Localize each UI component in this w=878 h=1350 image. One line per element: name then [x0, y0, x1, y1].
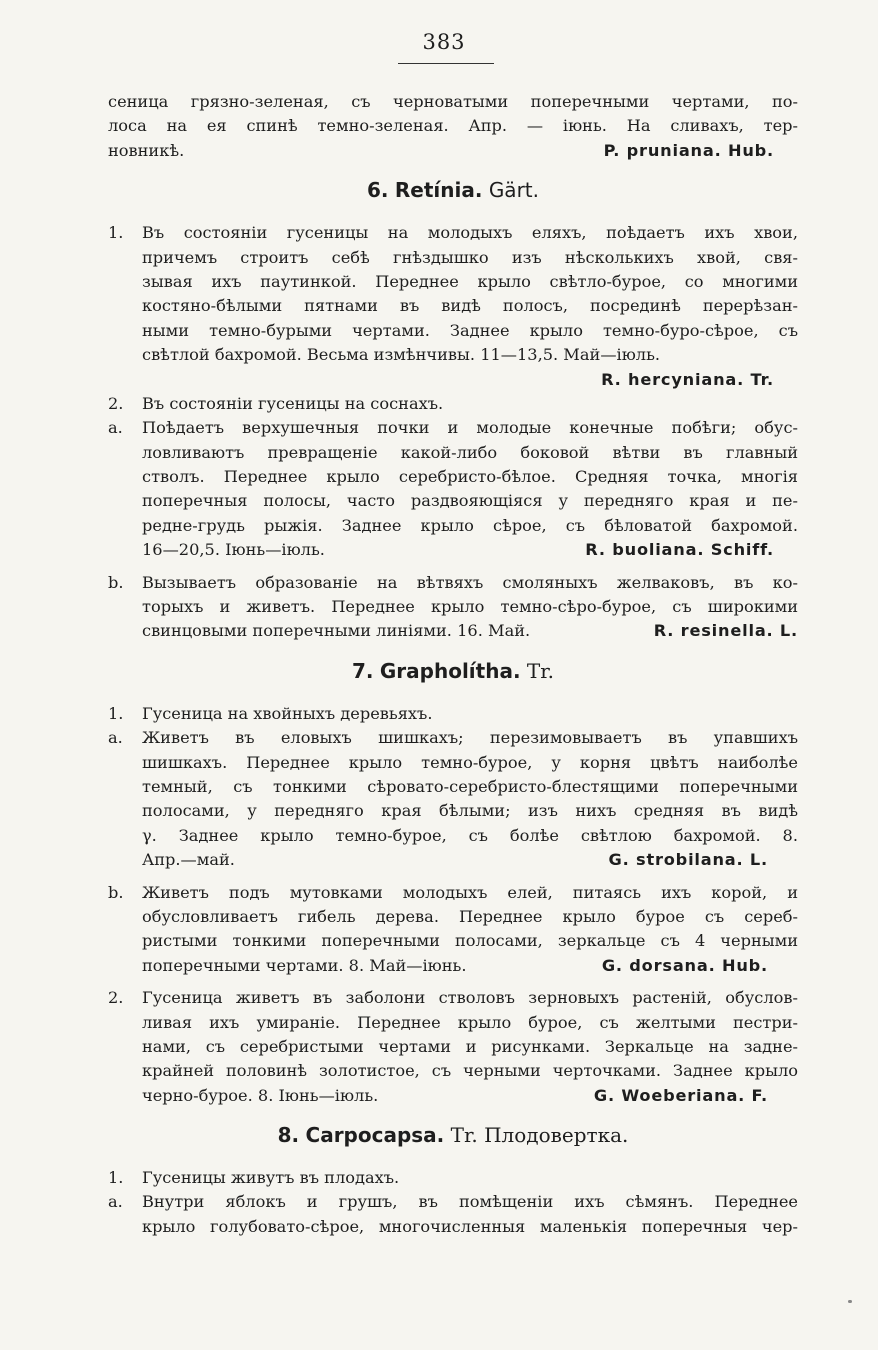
text-line: Живетъ подъ мутовками молодыхъ елей, питаясь ихъ корой, и	[142, 882, 798, 902]
key-item-6-2b	[108, 571, 798, 644]
text-line: Въ состояніи гусеницы на молодыхъ еляхъ, поѣдаетъ ихъ хвои,	[142, 223, 798, 243]
species-name: R. resinella. L.	[653, 621, 798, 641]
key-item-7-1	[108, 702, 798, 726]
species-name: G. dorsana. Hub.	[601, 955, 768, 975]
text-line: шишкахъ. Переднее крыло темно-бурое, у корня цвѣтъ наиболѣе	[142, 752, 798, 772]
text-line: крыло голубовато-сѣрое, многочисленныя маленькія поперечныя чер-	[142, 1216, 798, 1236]
text-line: костяно-бѣлыми пятнами въ видѣ полосъ, посрединѣ перерѣзан-	[142, 296, 798, 316]
item-marker: a.	[108, 1192, 123, 1212]
species-name: G. strobilana. L.	[608, 850, 768, 870]
genus-name: Retínia.	[394, 178, 483, 203]
text-line: поперечными чертами. 8. Май—іюнь.	[142, 955, 467, 975]
genus-name: Grapholítha.	[379, 658, 521, 683]
text-line: ными темно-бурыми чертами. Заднее крыло темно-буро-сѣрое, съ	[142, 320, 798, 340]
text-line: Внутри яблокъ и грушъ, въ помѣщеніи ихъ сѣмянъ. Переднее	[142, 1192, 798, 1212]
text-line: γ. Заднее крыло темно-бурое, съ болѣе свѣтлою бахромой. 8.	[142, 825, 798, 845]
text-line: свинцовыми поперечными линіями. 16. Май.	[142, 621, 531, 641]
species-name: R. hercyniana. Tr.	[601, 369, 774, 389]
text-line: новникѣ.	[108, 140, 185, 160]
section-heading-8	[108, 1112, 798, 1158]
text-line: торыхъ и живетъ. Переднее крыло темно-сѣро-бурое, съ широкими	[142, 597, 798, 617]
key-item-6-1	[108, 221, 798, 392]
item-last-line	[108, 1084, 798, 1108]
text-line: Въ состояніи гусеницы на соснахъ.	[142, 393, 444, 413]
species-name: G. Woeberiana. F.	[593, 1085, 768, 1105]
section-number: 8.	[277, 1123, 300, 1148]
text-line: Вызываетъ образованіе на вѣтвяхъ смоляныхъ желваковъ, въ ко-	[142, 572, 798, 592]
section-heading-7	[108, 648, 798, 694]
page-number: 383	[422, 30, 466, 54]
text-line: ловливаютъ превращеніе какой-либо боковой вѣтви въ главный	[142, 442, 798, 462]
text-line: ливая ихъ умираніе. Переднее крыло бурое, съ желтыми пестри-	[142, 1012, 798, 1032]
item-last-line	[108, 954, 798, 978]
text-line: ристыми тонкими поперечными полосами, зеркальце съ 4 черными	[142, 931, 798, 951]
page-body	[108, 90, 798, 1239]
item-marker: 1.	[108, 223, 124, 243]
species-name: R. buoliana. Schiff.	[585, 540, 774, 560]
text-line: полосами, у передняго края бѣлыми; изъ нихъ средняя въ видѣ	[142, 801, 798, 821]
text-line: нами, съ серебристыми чертами и рисунками. Зеркальце на задне-	[142, 1036, 798, 1056]
intro-paragraph	[108, 90, 798, 163]
text-line: Поѣдаетъ верхушечныя почки и молодые конечные побѣги; обус-	[142, 418, 798, 438]
key-item-8-1a	[108, 1190, 798, 1239]
item-marker: 1.	[108, 1168, 124, 1188]
text-line: стволъ. Переднее крыло серебристо-бѣлое. Средняя точка, многія	[142, 467, 798, 487]
item-marker: b.	[108, 882, 124, 902]
key-item-7-1b	[108, 881, 798, 979]
text-line: крайней половинѣ золотистое, съ черными черточками. Заднее крыло	[142, 1061, 798, 1081]
key-item-7-1a	[108, 726, 798, 872]
text-line: темный, съ тонкими сѣровато-серебристо-блестящими поперечными	[142, 776, 798, 796]
text-line: Гусеница живетъ въ заболони стволовъ зерновыхъ растеній, обуслов-	[142, 988, 798, 1008]
common-name: Плодовертка.	[484, 1123, 629, 1148]
item-marker: 2.	[108, 393, 124, 413]
text-line: поперечныя полосы, часто раздвояющіяся у передняго края и пе-	[142, 491, 798, 511]
item-marker: b.	[108, 572, 124, 592]
item-marker: a.	[108, 418, 123, 438]
item-marker: 2.	[108, 988, 124, 1008]
text-line: Живетъ въ еловыхъ шишкахъ; перезимовываетъ въ упавшихъ	[142, 728, 798, 748]
genus-author: Tr.	[526, 658, 554, 683]
section-heading-6	[108, 167, 798, 213]
scan-speck	[848, 1300, 852, 1303]
species-name: P. pruniana. Hub.	[603, 140, 774, 160]
key-item-8-1	[108, 1166, 798, 1190]
item-last-line	[108, 619, 798, 643]
text-line: лоса на ея спинѣ темно-зеленая. Апр. — іюнь. На сливахъ, тер-	[108, 116, 798, 136]
text-line: Апр.—май.	[142, 850, 235, 870]
text-line: причемъ строитъ себѣ гнѣздышко изъ нѣсколькихъ хвой, свя-	[142, 247, 798, 267]
text-line: свѣтлой бахромой. Весьма измѣнчивы. 11—13,5. Май—іюль.	[142, 345, 661, 365]
section-number: 6.	[367, 178, 389, 203]
text-line: черно-бурое. 8. Іюнь—іюль.	[142, 1085, 379, 1105]
key-item-7-2	[108, 986, 798, 1108]
item-marker: a.	[108, 728, 123, 748]
key-item-6-2a	[108, 416, 798, 562]
text-line: обусловливаетъ гибель дерева. Переднее крыло бурое съ сереб-	[142, 906, 798, 926]
intro-last-line	[108, 139, 798, 163]
text-line: редне-грудь рыжія. Заднее крыло сѣрое, съ бѣловатой бахромой.	[142, 515, 798, 535]
genus-author: Tr.	[450, 1123, 478, 1148]
text-line: Гусеница на хвойныхъ деревьяхъ.	[142, 703, 433, 723]
genus-author: Gärt.	[488, 178, 539, 203]
item-last-line	[108, 848, 798, 872]
page-number-rule	[398, 63, 494, 64]
text-line: Гусеницы живутъ въ плодахъ.	[142, 1168, 400, 1188]
text-line: 16—20,5. Іюнь—іюль.	[142, 540, 325, 560]
item-last-line	[108, 538, 798, 562]
genus-name: Carpocapsa.	[305, 1123, 445, 1148]
section-number: 7.	[352, 658, 374, 683]
text-line: зывая ихъ паутинкой. Переднее крыло свѣтло-бурое, со многими	[142, 271, 798, 291]
item-marker: 1.	[108, 703, 124, 723]
key-item-6-2	[108, 392, 798, 416]
text-line: сеница грязно-зеленая, съ черноватыми поперечными чертами, по-	[108, 92, 798, 111]
